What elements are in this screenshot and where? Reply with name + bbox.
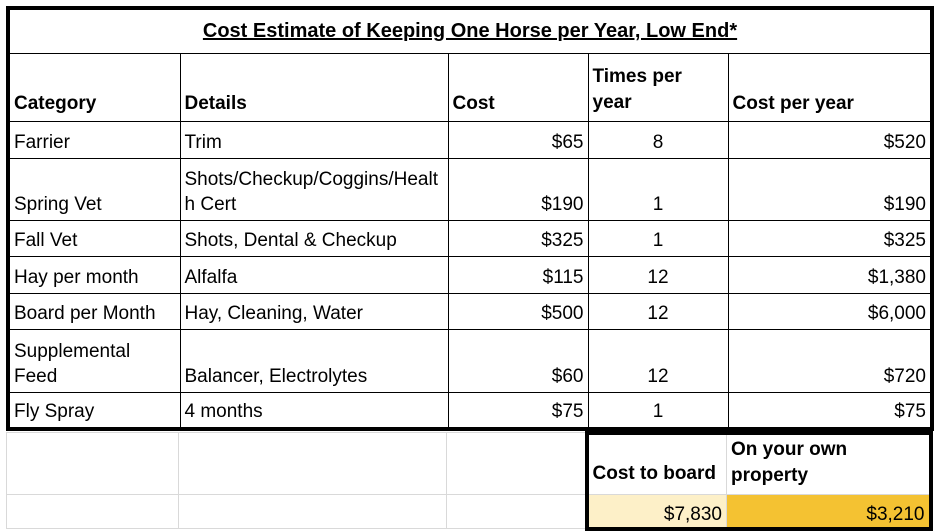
category-cell[interactable]: Hay per month bbox=[8, 257, 180, 294]
summary-label-row bbox=[7, 433, 931, 495]
times-cell[interactable]: 1 bbox=[588, 221, 728, 257]
per-year-cell[interactable]: $520 bbox=[728, 122, 932, 159]
details-cell[interactable]: Trim bbox=[180, 122, 448, 159]
cost-cell[interactable]: $75 bbox=[448, 393, 588, 429]
category-cell[interactable]: Supplemental Feed bbox=[8, 330, 180, 393]
table-row bbox=[8, 122, 932, 159]
empty-cell[interactable] bbox=[179, 433, 447, 495]
details-cell[interactable]: Hay, Cleaning, Water bbox=[180, 294, 448, 330]
times-cell[interactable]: 12 bbox=[588, 330, 728, 393]
cost-table bbox=[6, 6, 934, 431]
table-row bbox=[8, 330, 932, 393]
cost-cell[interactable]: $60 bbox=[448, 330, 588, 393]
empty-cell[interactable] bbox=[7, 433, 179, 495]
sheet-title[interactable]: Cost Estimate of Keeping One Horse per Year, Low End* bbox=[8, 8, 932, 54]
times-cell[interactable]: 12 bbox=[588, 257, 728, 294]
category-cell[interactable]: Fly Spray bbox=[8, 393, 180, 429]
cost-to-board-label[interactable]: Cost to board bbox=[587, 433, 727, 495]
spreadsheet bbox=[6, 6, 934, 531]
title-row bbox=[8, 8, 932, 54]
per-year-cell[interactable]: $75 bbox=[728, 393, 932, 429]
times-cell[interactable]: 1 bbox=[588, 159, 728, 221]
summary-value-row bbox=[7, 495, 931, 529]
header-times-per-year[interactable]: Times per year bbox=[588, 54, 728, 122]
summary-table bbox=[6, 431, 933, 531]
details-cell[interactable]: Balancer, Electrolytes bbox=[180, 330, 448, 393]
header-cost-per-year[interactable]: Cost per year bbox=[728, 54, 932, 122]
table-row bbox=[8, 221, 932, 257]
own-property-value[interactable]: $3,210 bbox=[727, 495, 931, 529]
category-cell[interactable]: Spring Vet bbox=[8, 159, 180, 221]
details-cell[interactable]: Alfalfa bbox=[180, 257, 448, 294]
per-year-cell[interactable]: $1,380 bbox=[728, 257, 932, 294]
cost-cell[interactable]: $325 bbox=[448, 221, 588, 257]
cost-cell[interactable]: $500 bbox=[448, 294, 588, 330]
times-cell[interactable]: 12 bbox=[588, 294, 728, 330]
per-year-cell[interactable]: $6,000 bbox=[728, 294, 932, 330]
table-row bbox=[8, 294, 932, 330]
header-cost[interactable]: Cost bbox=[448, 54, 588, 122]
times-cell[interactable]: 8 bbox=[588, 122, 728, 159]
table-row bbox=[8, 159, 932, 221]
per-year-cell[interactable]: $190 bbox=[728, 159, 932, 221]
cost-to-board-value[interactable]: $7,830 bbox=[587, 495, 727, 529]
table-row bbox=[8, 393, 932, 429]
details-cell[interactable]: Shots, Dental & Checkup bbox=[180, 221, 448, 257]
empty-cell[interactable] bbox=[447, 495, 587, 529]
category-cell[interactable]: Board per Month bbox=[8, 294, 180, 330]
category-cell[interactable]: Farrier bbox=[8, 122, 180, 159]
per-year-cell[interactable]: $325 bbox=[728, 221, 932, 257]
cost-cell[interactable]: $190 bbox=[448, 159, 588, 221]
cost-cell[interactable]: $115 bbox=[448, 257, 588, 294]
header-category[interactable]: Category bbox=[8, 54, 180, 122]
empty-cell[interactable] bbox=[179, 495, 447, 529]
per-year-cell[interactable]: $720 bbox=[728, 330, 932, 393]
table-row bbox=[8, 257, 932, 294]
times-cell[interactable]: 1 bbox=[588, 393, 728, 429]
category-cell[interactable]: Fall Vet bbox=[8, 221, 180, 257]
header-details[interactable]: Details bbox=[180, 54, 448, 122]
details-cell[interactable]: 4 months bbox=[180, 393, 448, 429]
own-property-label[interactable]: On your own property bbox=[727, 433, 931, 495]
details-cell[interactable]: Shots/Checkup/Coggins/Health Cert bbox=[180, 159, 448, 221]
cost-cell[interactable]: $65 bbox=[448, 122, 588, 159]
empty-cell[interactable] bbox=[447, 433, 587, 495]
header-row bbox=[8, 54, 932, 122]
empty-cell[interactable] bbox=[7, 495, 179, 529]
